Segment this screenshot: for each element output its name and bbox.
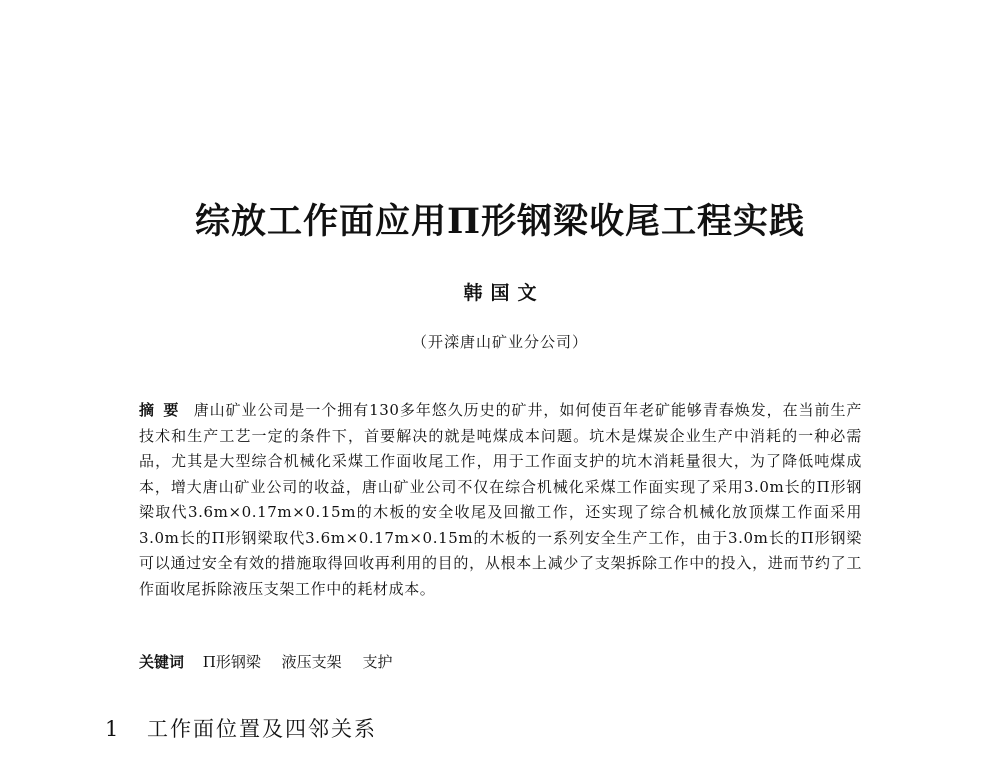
section-title: 工作面位置及四邻关系 — [147, 717, 377, 741]
abstract-text: 唐山矿业公司是一个拥有130多年悠久历史的矿井，如何使百年老矿能够青春焕发，在当前生产技术和生产工艺一定的条件下，首要解决的就是吨煤成本问题。坑木是煤炭企业生产中消耗的一种必需品，尤其是大型综合机械化采煤工作面收尾工作，用于工作面支护的坑木消耗量很大，为了降低吨煤成本，增大唐山矿业公司的收益，唐山矿业公司不仅在综合机械化采煤工作面实现了采用3.0m长的Π形钢梁取代3.6m×0.17m×0.15m的木板的安全收尾及回撤工作，还实现了综合机械化放顶煤工作面采用3.0m长的Π形钢梁取代3.6m×0.17m×0.15m的木板的一系列安全生产工作，由于3.0m长的Π形钢梁可以通过安全有效的措施取得回收再利用的目的，从根本上减少了支架拆除工作中的投入，进而节约了工作面收尾拆除液压支架工作中的耗材成本。 — [139, 401, 862, 598]
author-name: 韩国文 — [463, 282, 545, 304]
section-number: 1 — [105, 717, 119, 741]
author-affiliation: （开滦唐山矿业分公司） — [411, 333, 588, 351]
keyword-item: Π形钢梁 — [202, 653, 261, 671]
paper-title: 综放工作面应用Π形钢梁收尾工程实践 — [194, 201, 806, 242]
abstract-block — [139, 398, 862, 602]
keywords-block — [139, 650, 862, 675]
keywords-label: 关键词 — [139, 653, 185, 671]
keyword-item: 液压支架 — [281, 653, 342, 671]
section-heading — [105, 713, 377, 743]
keyword-item: 支护 — [362, 653, 393, 671]
abstract-label: 摘要 — [139, 401, 188, 419]
